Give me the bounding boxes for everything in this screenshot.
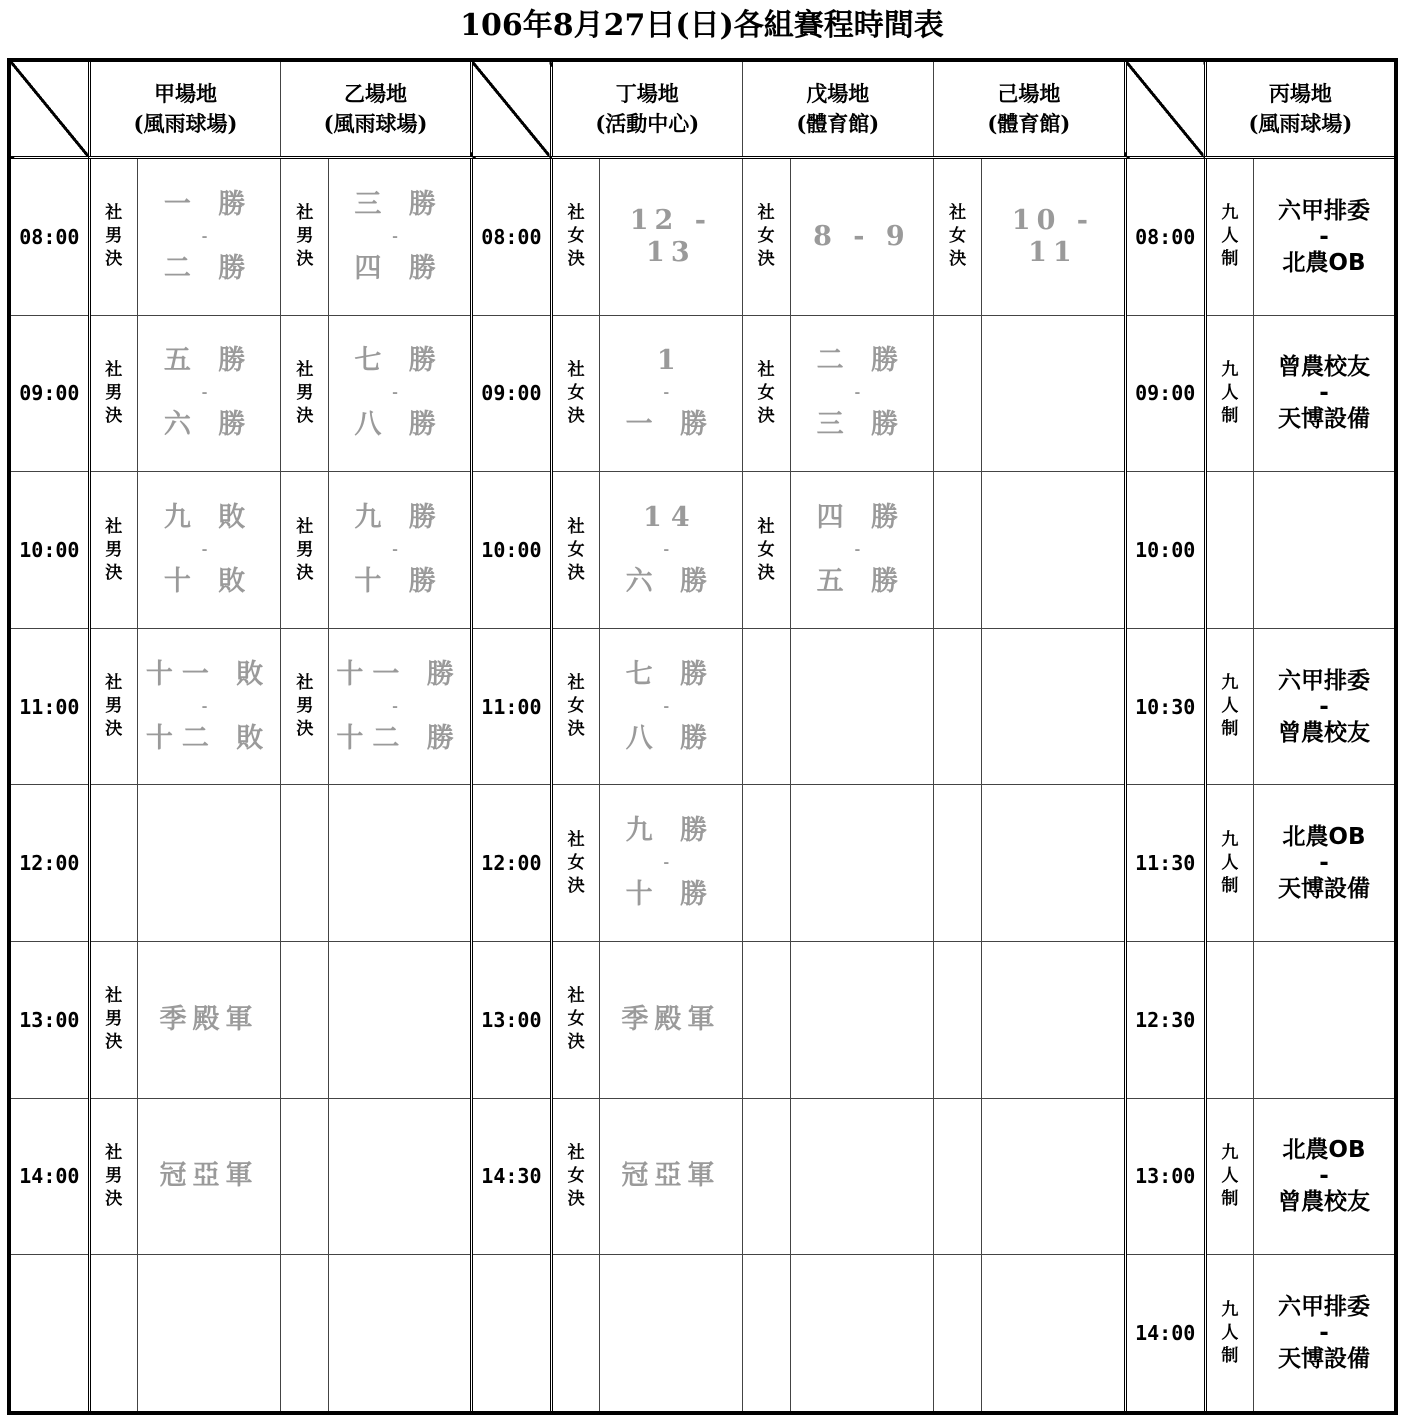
match-cell: 冠亞軍 xyxy=(137,1098,280,1255)
empty-cell xyxy=(137,1255,280,1413)
category-cell: 社男決 xyxy=(281,158,329,316)
match-cell: 七 勝 - 八 勝 xyxy=(329,315,471,472)
category-cell: 社男決 xyxy=(89,1098,137,1255)
time-cell: 14:00 xyxy=(9,1098,89,1255)
time-cell: 11:00 xyxy=(471,628,551,785)
time-cell: 11:30 xyxy=(1125,785,1205,942)
empty-cell xyxy=(1205,472,1253,629)
category-cell: 社男決 xyxy=(89,628,137,785)
category-cell: 社男決 xyxy=(89,942,137,1099)
time-cell: 10:30 xyxy=(1125,628,1205,785)
time-cell: 13:00 xyxy=(9,942,89,1099)
time-cell: 09:00 xyxy=(471,315,551,472)
category-cell: 社男決 xyxy=(89,472,137,629)
header-row xyxy=(9,60,1396,158)
table-row xyxy=(9,628,1396,785)
match-cell: 1 - 一 勝 xyxy=(600,315,742,472)
empty-cell xyxy=(934,1098,982,1255)
category-cell: 社女決 xyxy=(552,942,600,1099)
category-cell: 社男決 xyxy=(281,315,329,472)
match-cell: 六甲排委 - 北農OB xyxy=(1253,158,1396,316)
category-cell: 社女決 xyxy=(552,1098,600,1255)
match-cell: 12 - 13 xyxy=(600,158,742,316)
match-cell: 七 勝 - 八 勝 xyxy=(600,628,742,785)
empty-cell xyxy=(552,1255,600,1413)
time-cell: 10:00 xyxy=(1125,472,1205,629)
category-cell: 社女決 xyxy=(552,628,600,785)
match-cell: 8 - 9 xyxy=(790,158,933,316)
empty-cell xyxy=(742,1255,790,1413)
empty-cell xyxy=(281,1098,329,1255)
empty-cell xyxy=(982,1098,1125,1255)
venue-header-wu xyxy=(742,60,934,158)
category-cell: 九人制 xyxy=(1205,1255,1253,1413)
category-cell: 社男決 xyxy=(281,472,329,629)
category-cell: 九人制 xyxy=(1205,628,1253,785)
venue-name: 甲場地 xyxy=(153,81,217,106)
venue-header-bing xyxy=(1205,60,1396,158)
empty-cell xyxy=(742,942,790,1099)
table-row xyxy=(9,315,1396,472)
empty-cell xyxy=(982,785,1125,942)
table-row xyxy=(9,472,1396,629)
empty-cell xyxy=(1205,942,1253,1099)
corner-diagonal-cell xyxy=(471,60,551,158)
venue-sub: (風雨球場) xyxy=(133,111,238,136)
venue-name: 戊場地 xyxy=(806,81,870,106)
category-cell: 社女決 xyxy=(552,315,600,472)
venue-sub: (風雨球場) xyxy=(1248,111,1353,136)
match-cell: 北農OB - 天博設備 xyxy=(1253,785,1396,942)
time-cell: 08:00 xyxy=(471,158,551,316)
time-cell: 12:30 xyxy=(1125,942,1205,1099)
time-cell: 10:00 xyxy=(471,472,551,629)
venue-sub: (體育館) xyxy=(987,111,1071,136)
match-cell: 14 - 六 勝 xyxy=(600,472,742,629)
empty-cell xyxy=(742,628,790,785)
empty-cell xyxy=(982,942,1125,1099)
match-cell: 冠亞軍 xyxy=(600,1098,742,1255)
category-cell: 社女決 xyxy=(934,158,982,316)
empty-cell xyxy=(982,472,1125,629)
match-cell: 十一 勝 - 十二 勝 xyxy=(329,628,471,785)
category-cell: 社女決 xyxy=(742,158,790,316)
category-cell: 九人制 xyxy=(1205,785,1253,942)
time-cell: 08:00 xyxy=(9,158,89,316)
category-cell: 社女決 xyxy=(552,785,600,942)
match-cell: 十一 敗 - 十二 敗 xyxy=(137,628,280,785)
venue-sub: (體育館) xyxy=(796,111,880,136)
time-cell xyxy=(471,1255,551,1413)
time-cell xyxy=(9,1255,89,1413)
match-cell: 季殿軍 xyxy=(600,942,742,1099)
empty-cell xyxy=(790,785,933,942)
match-cell: 10 - 11 xyxy=(982,158,1125,316)
match-cell: 四 勝 - 五 勝 xyxy=(790,472,933,629)
table-row xyxy=(9,942,1396,1099)
venue-sub: (風雨球場) xyxy=(323,111,428,136)
venue-header-yi xyxy=(281,60,472,158)
category-cell: 社女決 xyxy=(742,472,790,629)
table-row xyxy=(9,158,1396,316)
match-cell: 二 勝 - 三 勝 xyxy=(790,315,933,472)
time-cell: 14:30 xyxy=(471,1098,551,1255)
time-cell: 10:00 xyxy=(9,472,89,629)
table-row xyxy=(9,1098,1396,1255)
venue-header-ji xyxy=(934,60,1126,158)
empty-cell xyxy=(281,785,329,942)
page-title: 106年8月27日(日)各組賽程時間表 xyxy=(460,8,944,43)
empty-cell xyxy=(600,1255,742,1413)
category-cell: 九人制 xyxy=(1205,158,1253,316)
empty-cell xyxy=(137,785,280,942)
empty-cell xyxy=(1253,942,1396,1099)
time-cell: 12:00 xyxy=(9,785,89,942)
empty-cell xyxy=(281,1255,329,1413)
schedule-table xyxy=(7,58,1398,1415)
empty-cell xyxy=(281,942,329,1099)
venue-name: 己場地 xyxy=(997,81,1061,106)
category-cell: 社女決 xyxy=(552,158,600,316)
empty-cell xyxy=(982,628,1125,785)
match-cell: 五 勝 - 六 勝 xyxy=(137,315,280,472)
match-cell: 六甲排委 - 曾農校友 xyxy=(1253,628,1396,785)
match-cell: 一 勝 - 二 勝 xyxy=(137,158,280,316)
time-cell: 13:00 xyxy=(471,942,551,1099)
time-cell: 11:00 xyxy=(9,628,89,785)
corner-diagonal-cell xyxy=(1125,60,1205,158)
time-cell: 09:00 xyxy=(1125,315,1205,472)
match-cell: 曾農校友 - 天博設備 xyxy=(1253,315,1396,472)
empty-cell xyxy=(742,785,790,942)
empty-cell xyxy=(934,315,982,472)
empty-cell xyxy=(790,1255,933,1413)
venue-name: 丙場地 xyxy=(1268,81,1332,106)
match-cell: 北農OB - 曾農校友 xyxy=(1253,1098,1396,1255)
category-cell: 九人制 xyxy=(1205,1098,1253,1255)
venue-name: 乙場地 xyxy=(344,81,408,106)
empty-cell xyxy=(934,472,982,629)
empty-cell xyxy=(89,1255,137,1413)
empty-cell xyxy=(790,628,933,785)
empty-cell xyxy=(1253,472,1396,629)
match-cell: 九 勝 - 十 勝 xyxy=(600,785,742,942)
empty-cell xyxy=(329,785,471,942)
venue-header-ding xyxy=(552,60,743,158)
table-row xyxy=(9,1255,1396,1413)
category-cell: 社男決 xyxy=(281,628,329,785)
empty-cell xyxy=(934,628,982,785)
time-cell: 12:00 xyxy=(471,785,551,942)
category-cell: 社女決 xyxy=(552,472,600,629)
empty-cell xyxy=(329,1255,471,1413)
venue-sub: (活動中心) xyxy=(595,111,700,136)
match-cell: 三 勝 - 四 勝 xyxy=(329,158,471,316)
empty-cell xyxy=(329,942,471,1099)
empty-cell xyxy=(934,1255,982,1413)
venue-header-jia xyxy=(89,60,281,158)
match-cell: 六甲排委 - 天博設備 xyxy=(1253,1255,1396,1413)
corner-diagonal-cell xyxy=(9,60,89,158)
time-cell: 14:00 xyxy=(1125,1255,1205,1413)
empty-cell xyxy=(790,1098,933,1255)
match-cell: 九 勝 - 十 勝 xyxy=(329,472,471,629)
time-cell: 13:00 xyxy=(1125,1098,1205,1255)
venue-name: 丁場地 xyxy=(615,81,679,106)
empty-cell xyxy=(89,785,137,942)
empty-cell xyxy=(982,315,1125,472)
empty-cell xyxy=(742,1098,790,1255)
category-cell: 社男決 xyxy=(89,158,137,316)
empty-cell xyxy=(934,785,982,942)
empty-cell xyxy=(329,1098,471,1255)
match-cell: 九 敗 - 十 敗 xyxy=(137,472,280,629)
category-cell: 社女決 xyxy=(742,315,790,472)
category-cell: 社男決 xyxy=(89,315,137,472)
time-cell: 09:00 xyxy=(9,315,89,472)
empty-cell xyxy=(790,942,933,1099)
table-row xyxy=(9,785,1396,942)
empty-cell xyxy=(982,1255,1125,1413)
match-cell: 季殿軍 xyxy=(137,942,280,1099)
time-cell: 08:00 xyxy=(1125,158,1205,316)
empty-cell xyxy=(934,942,982,1099)
category-cell: 九人制 xyxy=(1205,315,1253,472)
